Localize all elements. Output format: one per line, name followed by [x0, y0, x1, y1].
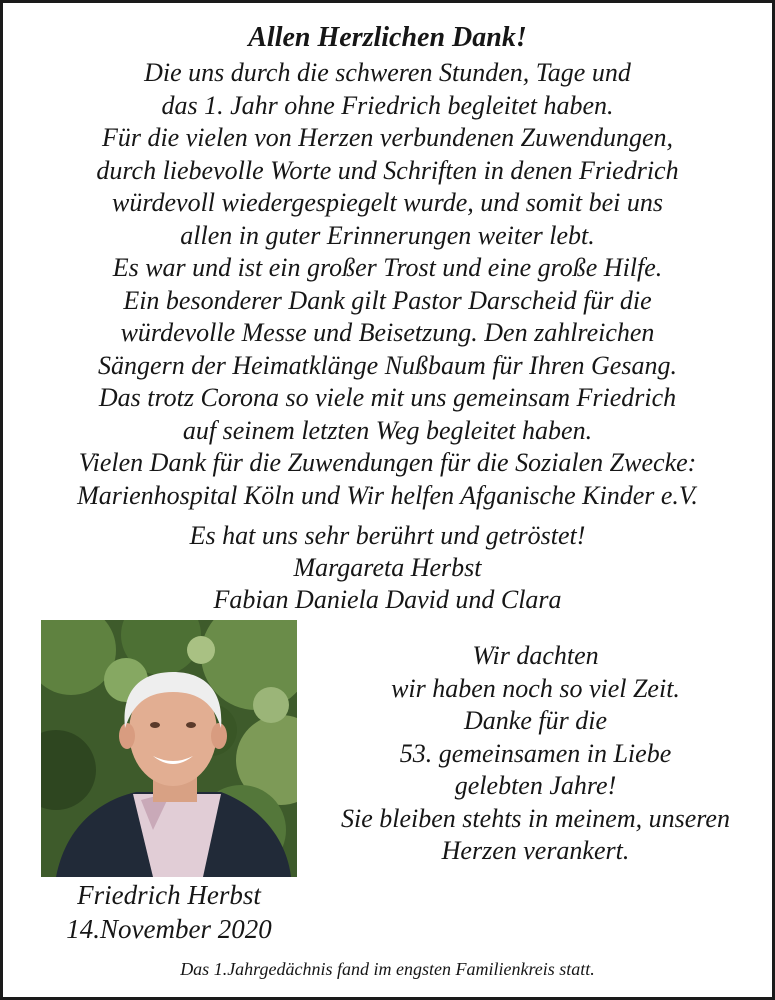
thanks-line: Vielen Dank für die Zuwendungen für die Sozialen Zwecke:	[78, 448, 697, 477]
thanks-line: Es war und ist ein großer Trost und eine große Hilfe.	[112, 253, 663, 282]
poem-line: Wir dachten	[472, 641, 599, 670]
poem-line: Sie bleiben stehts in meinem, unseren	[341, 803, 730, 833]
portrait-photo	[41, 620, 297, 877]
thanks-line: Das trotz Corona so viele mit uns gemeinsam Friedrich	[98, 383, 677, 412]
signature-name: Margareta Herbst	[293, 553, 482, 582]
thanks-line: Die uns durch die schweren Stunden, Tage und	[144, 58, 631, 87]
poem-line: Danke für die	[464, 706, 607, 735]
poem-text	[303, 640, 768, 868]
thanks-line: durch liebevolle Worte und Schriften in denen Friedrich	[96, 155, 679, 185]
deceased-date: 14.November 2020	[66, 914, 272, 944]
thanks-line: das 1. Jahr ohne Friedrich begleitet haben.	[161, 90, 614, 120]
signature-family: Fabian Daniela David und Clara	[213, 585, 562, 614]
thanks-text	[3, 57, 772, 512]
thanks-line: Ein besonderer Dank gilt Pastor Darscheid für die	[123, 285, 652, 315]
poem-line: 53. gemeinsamen in Liebe	[399, 738, 672, 768]
thanks-line: allen in guter Erinnerungen weiter lebt.	[180, 220, 595, 250]
poem-line: gelebten Jahre!	[454, 771, 617, 800]
poem-line: wir haben noch so viel Zeit.	[391, 673, 680, 703]
thanks-line: Für die vielen von Herzen verbundenen Zuwendungen,	[101, 123, 674, 152]
closing-signature	[3, 520, 772, 616]
notice-title: Allen Herzlichen Dank!	[248, 22, 527, 53]
thanks-line: auf seinem letzten Weg begleitet haben.	[182, 415, 593, 445]
footer-note: Das 1.Jahrgedächnis fand im engsten Familienkreis statt.	[180, 959, 595, 979]
deceased-name: Friedrich Herbst	[77, 880, 261, 910]
closing-line: Es hat uns sehr berührt und getröstet!	[189, 521, 586, 550]
thanks-line: würdevolle Messe und Beisetzung. Den zahlreichen	[120, 318, 655, 347]
thanks-line: würdevoll wiedergespiegelt wurde, und somit bei uns	[112, 188, 663, 217]
thanks-line: Sängern der Heimatklänge Nußbaum für Ihren Gesang.	[98, 350, 677, 380]
thanks-line: Marienhospital Köln und Wir helfen Afganische Kinder e.V.	[77, 480, 698, 510]
poem-line: Herzen verankert.	[441, 836, 630, 865]
